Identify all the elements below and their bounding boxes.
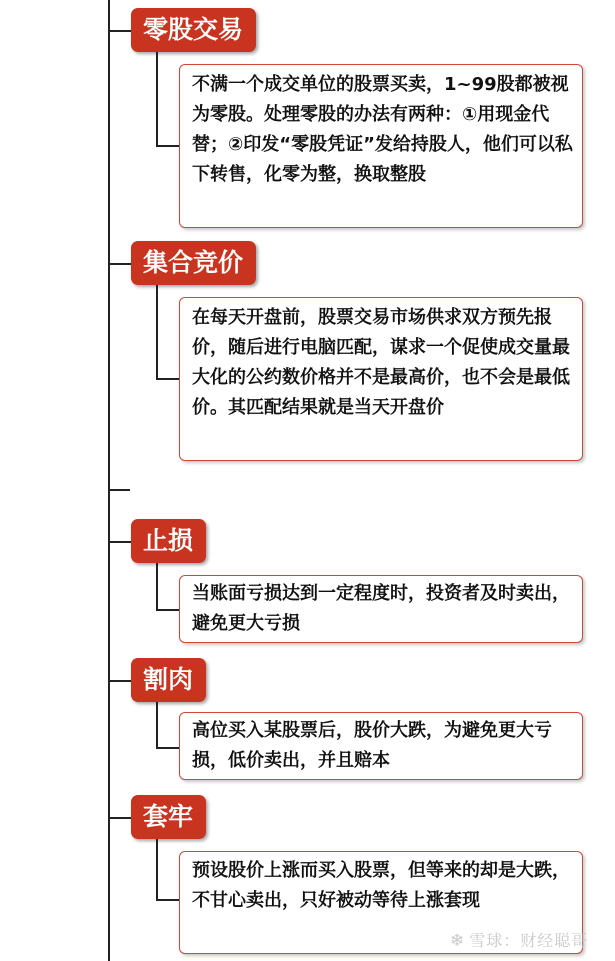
topic-cut-loss[interactable]: 割肉 — [131, 658, 206, 702]
branch-connector-trapped — [108, 817, 131, 819]
branch-connector-call-auction — [108, 263, 131, 265]
topic-call-auction[interactable]: 集合竞价 — [131, 241, 256, 285]
detail-connector-stop-loss — [156, 563, 179, 611]
detail-connector-call-auction — [156, 285, 179, 380]
detail-connector-odd-lot — [156, 52, 179, 147]
detail-connector-cut-loss — [156, 702, 179, 749]
detail-odd-lot-trading: 不满一个成交单位的股票买卖，1~99股都被视为零股。处理零股的办法有两种：①用现金代替；②印发“零股凭证”发给持股人，他们可以私下转售，化零为整，换取整股 — [179, 64, 583, 228]
branch-connector-cut-loss — [108, 680, 131, 682]
topic-odd-lot-trading[interactable]: 零股交易 — [131, 8, 256, 52]
watermark — [450, 928, 588, 951]
detail-trapped: 预设股价上涨而买入股票，但等来的却是大跌，不甘心卖出，只好被动等待上涨套现 — [179, 851, 583, 954]
snowball-logo-icon: ❄ — [450, 931, 466, 951]
detail-call-auction: 在每天开盘前，股票交易市场供求双方预先报价，随后进行电脑匹配，谋求一个促使成交量最大化的公约数价格并不是最高价，也不会是最低价。其匹配结果就是当天开盘价 — [179, 297, 583, 461]
branch-connector-stop-loss — [108, 541, 131, 543]
watermark-text: 雪球：财经聪哥 — [469, 931, 589, 950]
topic-stop-loss[interactable]: 止损 — [131, 519, 206, 563]
detail-stop-loss: 当账面亏损达到一定程度时，投资者及时卖出，避免更大亏损 — [179, 575, 583, 643]
detail-cut-loss: 高位买入某股票后，股价大跌，为避免更大亏损，低价卖出，并且赔本 — [179, 712, 583, 780]
branch-connector-empty — [108, 489, 130, 491]
branch-connector-odd-lot — [108, 30, 131, 32]
detail-connector-trapped — [156, 839, 179, 901]
topic-trapped[interactable]: 套牢 — [131, 795, 206, 839]
